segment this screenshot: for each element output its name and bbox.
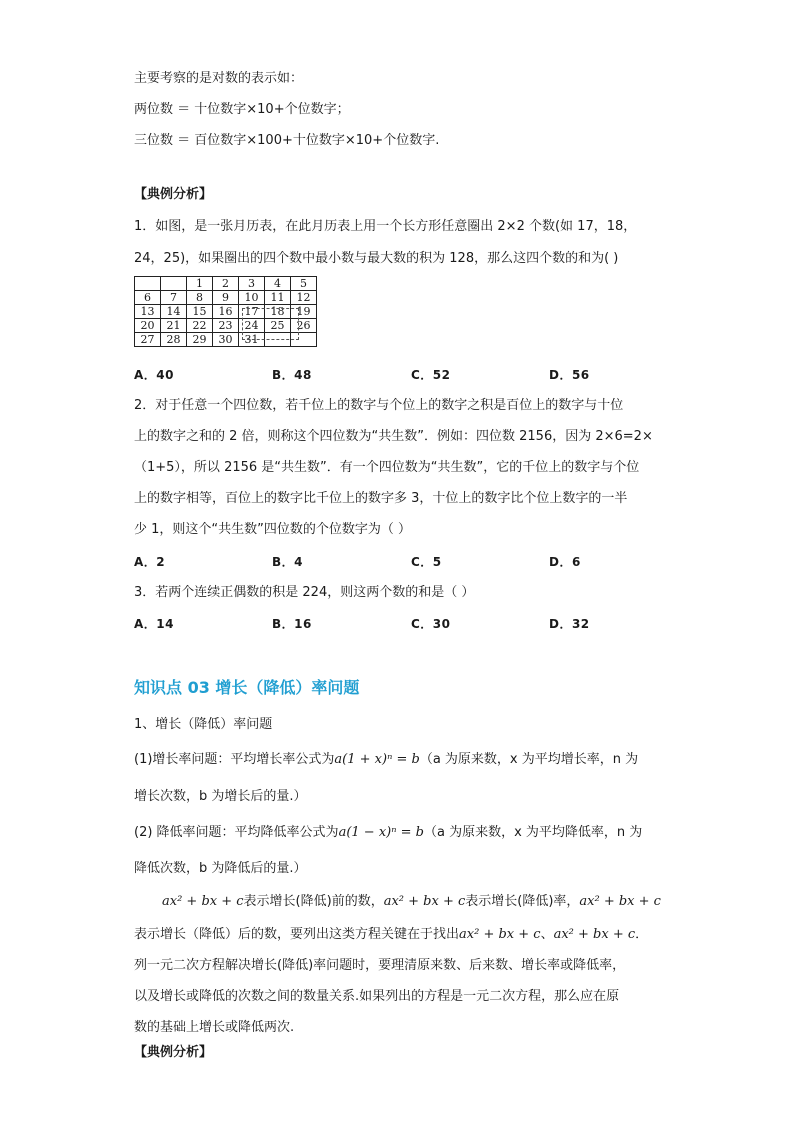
q1-option-d[interactable]: D．56 [549, 368, 590, 382]
calendar-cell: 11 [265, 291, 291, 305]
calendar-cell: 3 [239, 277, 265, 291]
kp3-paragraph-line-3: 列一元二次方程解决增长(降低)率问题时，要理清原来数、后来数、增长率或降低率， [134, 958, 626, 973]
q2-line-1: 2．对于任意一个四位数，若千位上的数字与个位上的数字之积是百位上的数字与十位 [134, 398, 624, 413]
calendar-cell: 15 [187, 305, 213, 319]
example-analysis-label: 【典例分析】 [134, 187, 213, 202]
p2-text-a: 表示增长（降低）后的数，要列出这类方程关键在于找出 [134, 927, 460, 942]
q2-option-c[interactable]: C．5 [411, 555, 442, 569]
q3-option-b[interactable]: B．16 [272, 617, 312, 631]
calendar-cell: 8 [187, 291, 213, 305]
q2-option-a[interactable]: A．2 [134, 555, 166, 569]
calendar-cell: 10 [239, 291, 265, 305]
growth-formula: a(1 + x)ⁿ = b [334, 752, 420, 767]
intro-line-3: 三位数 ＝ 百位数字×100+十位数字×10+个位数字. [134, 133, 440, 148]
knowledge-point-heading: 知识点 03 增长（降低）率问题 [134, 678, 360, 697]
p1-text-b: 表示增长(降低)率， [465, 894, 580, 909]
q2-option-d[interactable]: D．6 [549, 555, 581, 569]
growth-rate-suffix: （a 为原来数，x 为平均增长率，n 为 [419, 752, 639, 767]
expression-4: ax² + bx + c [459, 927, 541, 942]
p1-text-a: 表示增长(降低)前的数， [243, 894, 384, 909]
decline-rate-suffix: （a 为原来数，x 为平均降低率，n 为 [423, 825, 643, 840]
calendar-cell: 16 [213, 305, 239, 319]
example-analysis-label-2: 【典例分析】 [134, 1045, 213, 1060]
calendar-cell: 12 [291, 291, 317, 305]
p2-separator: 、 [540, 927, 554, 942]
calendar-cell: 2 [213, 277, 239, 291]
calendar-cell [265, 333, 291, 347]
calendar-row [135, 305, 317, 319]
intro-line-2: 两位数 ＝ 十位数字×10+个位数字； [134, 102, 350, 117]
q2-line-2: 上的数字之和的 2 倍，则称这个四位数为“共生数”．例如：四位数 2156，因为 2×6=2× [134, 429, 653, 444]
decline-rate-prefix: (2) 降低率问题：平均降低率公式为 [134, 825, 339, 840]
calendar-cell: 6 [135, 291, 161, 305]
calendar-cell: 9 [213, 291, 239, 305]
calendar-cell: 24 [239, 319, 265, 333]
q1-line-2: 24，25)，如果圈出的四个数中最小数与最大数的积为 128，那么这四个数的和为( ) [134, 251, 619, 266]
calendar-cell: 7 [161, 291, 187, 305]
calendar-cell: 22 [187, 319, 213, 333]
kp3-subheading: 1、增长（降低）率问题 [134, 717, 273, 732]
calendar-cell: 26 [291, 319, 317, 333]
decline-rate-line-2: 降低次数，b 为降低后的量.） [134, 861, 307, 876]
decline-rate-line-1 [134, 824, 642, 842]
growth-rate-line-2: 增长次数，b 为增长后的量.） [134, 789, 307, 804]
q2-line-4: 上的数字相等，百位上的数字比千位上的数字多 3，十位上的数字比个位上数字的一半 [134, 491, 628, 506]
calendar-cell: 21 [161, 319, 187, 333]
kp3-paragraph-line-5: 数的基础上增长或降低两次. [134, 1020, 295, 1035]
calendar-cell: 29 [187, 333, 213, 347]
intro-line-1: 主要考察的是对数的表示如： [134, 71, 304, 86]
q2-option-b[interactable]: B．4 [272, 555, 303, 569]
calendar-cell: 18 [265, 305, 291, 319]
q1-option-a[interactable]: A．40 [134, 368, 174, 382]
q3-option-c[interactable]: C．30 [411, 617, 451, 631]
kp3-paragraph-line-4: 以及增长或降低的次数之间的数量关系.如果列出的方程是一元二次方程，那么应在原 [134, 989, 620, 1004]
calendar-cell: 20 [135, 319, 161, 333]
calendar-row [135, 333, 317, 347]
growth-rate-prefix: (1)增长率问题：平均增长率公式为 [134, 752, 335, 767]
growth-rate-line-1 [134, 751, 638, 769]
p2-end: ． [635, 927, 649, 942]
expression-5: ax² + bx + c [553, 927, 636, 942]
expression-2: ax² + bx + c [383, 894, 466, 909]
calendar-cell: 23 [213, 319, 239, 333]
q2-line-5: 少 1，则这个“共生数”四位数的个位数字为（ ） [134, 522, 412, 537]
expression-3: ax² + bx + c [579, 894, 661, 909]
calendar-row [135, 291, 317, 305]
calendar-cell: 13 [135, 305, 161, 319]
calendar-cell: 25 [265, 319, 291, 333]
calendar-table [134, 276, 317, 347]
q3-option-a[interactable]: A．14 [134, 617, 174, 631]
calendar-cell: 1 [187, 277, 213, 291]
q1-option-c[interactable]: C．52 [411, 368, 451, 382]
kp3-paragraph-line-2 [134, 926, 648, 944]
kp3-paragraph-line-1 [162, 893, 661, 911]
calendar-cell: 27 [135, 333, 161, 347]
q2-line-3: （1+5），所以 2156 是“共生数”．有一个四位数为“共生数”，它的千位上的数字与个位 [134, 460, 640, 475]
q1-option-b[interactable]: B．48 [272, 368, 312, 382]
calendar-cell: 31 [239, 333, 265, 347]
calendar-cell: 19 [291, 305, 317, 319]
q1-line-1: 1．如图，是一张月历表，在此月历表上用一个长方形任意圈出 2×2 个数(如 17，18， [134, 219, 637, 234]
calendar-cell: 17 [239, 305, 265, 319]
calendar-row [135, 319, 317, 333]
calendar-cell: 5 [291, 277, 317, 291]
q3-option-d[interactable]: D．32 [549, 617, 590, 631]
calendar-cell: 28 [161, 333, 187, 347]
calendar-row [135, 277, 317, 291]
calendar-cell [135, 277, 161, 291]
q3-line-1: 3．若两个连续正偶数的积是 224，则这两个数的和是（ ） [134, 585, 475, 600]
calendar-cell: 4 [265, 277, 291, 291]
expression-1: ax² + bx + c [162, 894, 244, 909]
calendar-cell: 14 [161, 305, 187, 319]
calendar-cell: 30 [213, 333, 239, 347]
decline-formula: a(1 − x)ⁿ = b [338, 825, 424, 840]
calendar-cell [161, 277, 187, 291]
calendar-cell [291, 333, 317, 347]
